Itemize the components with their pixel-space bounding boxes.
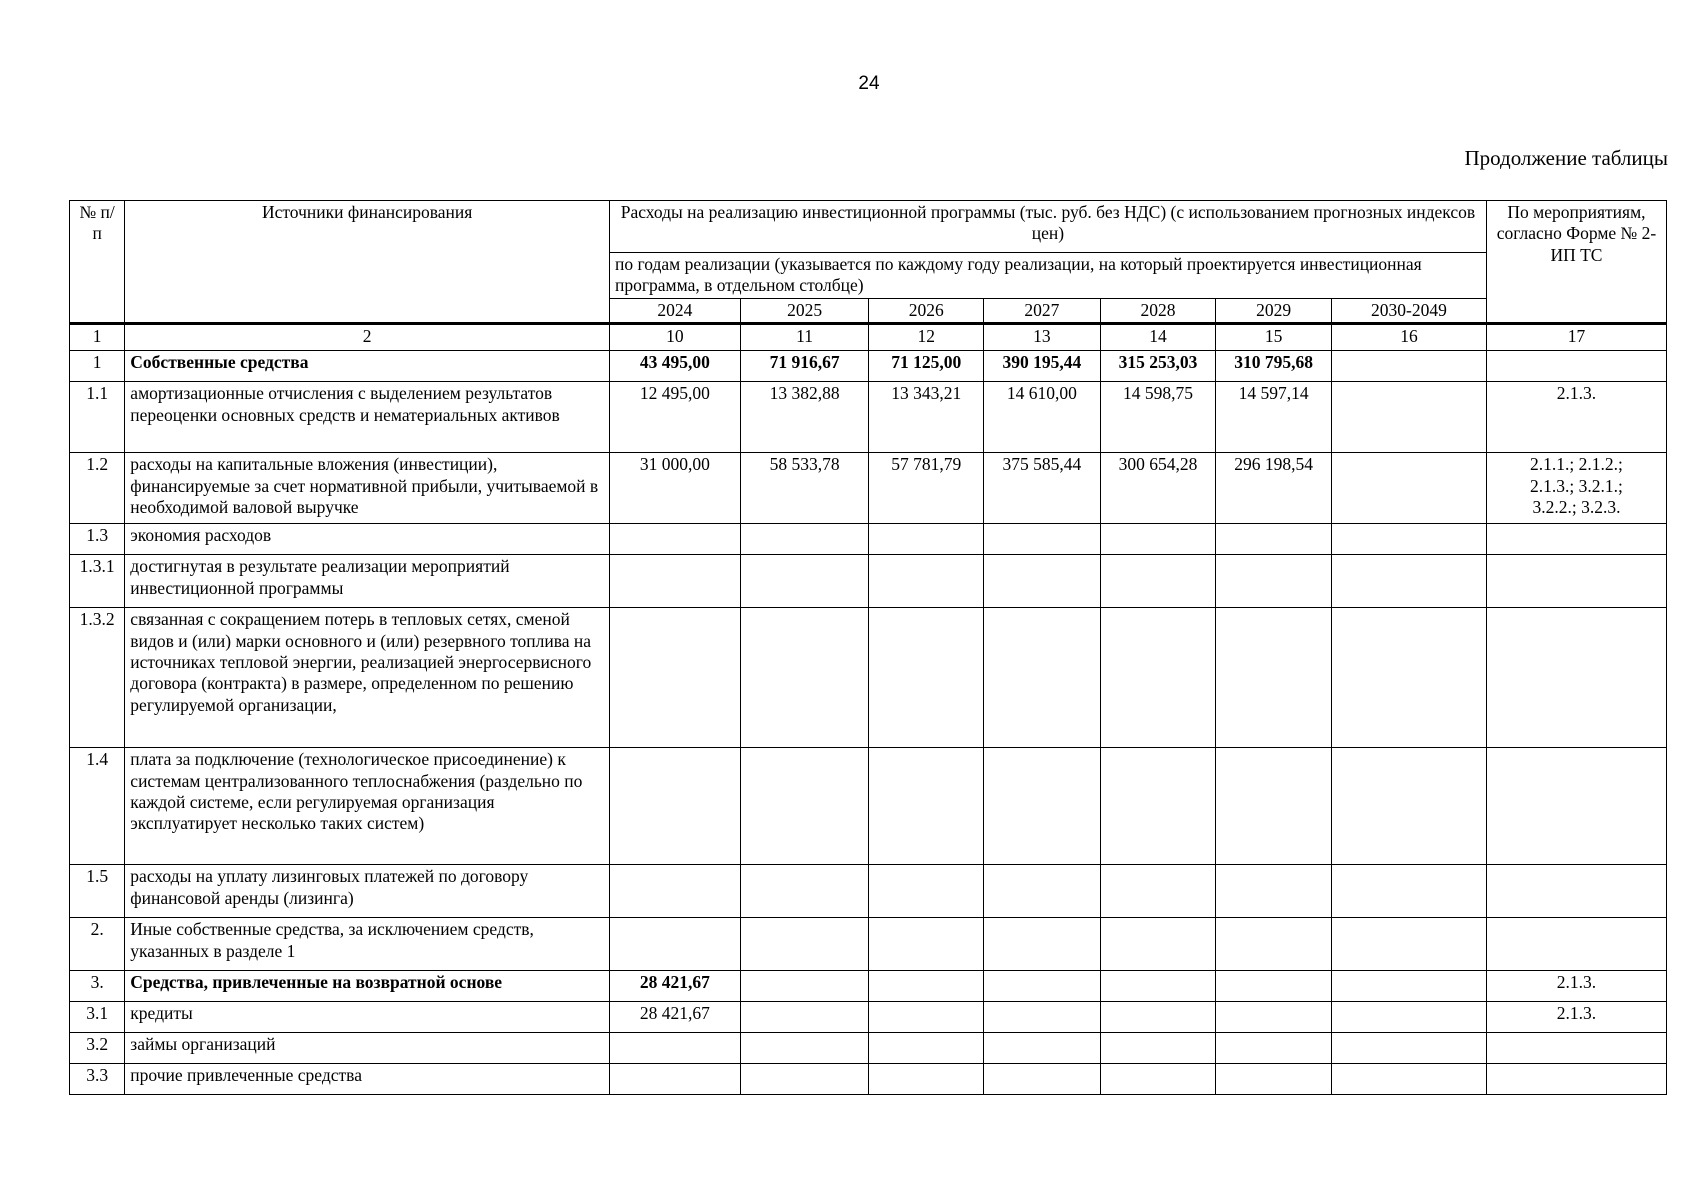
- row-value: [869, 865, 984, 918]
- row-value: [984, 608, 1101, 748]
- table-row: [70, 382, 1667, 453]
- row-measures: [1486, 351, 1666, 382]
- row-value: [1216, 608, 1332, 748]
- row-value: [1332, 555, 1487, 608]
- row-value: [1216, 971, 1332, 1002]
- row-value: [1100, 971, 1216, 1002]
- row-value: [1332, 351, 1487, 382]
- row-value: [1100, 555, 1216, 608]
- row-value: [984, 1064, 1101, 1095]
- row-value: [1216, 524, 1332, 555]
- table-row: [70, 351, 1667, 382]
- row-number: 3.2: [70, 1033, 125, 1064]
- row-measures: 2.1.1.; 2.1.2.; 2.1.3.; 3.2.1.; 3.2.2.; 3.2.3.: [1486, 453, 1666, 524]
- year-cell: 2026: [869, 299, 984, 324]
- row-value: [1100, 1033, 1216, 1064]
- row-value: [1100, 918, 1216, 971]
- row-source: Иные собственные средства, за исключением средств, указанных в разделе 1: [125, 918, 610, 971]
- row-value: 14 610,00: [984, 382, 1101, 453]
- row-value: [610, 608, 741, 748]
- row-value: [1100, 1064, 1216, 1095]
- row-value: 310 795,68: [1216, 351, 1332, 382]
- row-source: кредиты: [125, 1002, 610, 1033]
- row-number: 1.4: [70, 748, 125, 865]
- row-measures: [1486, 1033, 1666, 1064]
- row-value: 71 125,00: [869, 351, 984, 382]
- row-source: Собственные средства: [125, 351, 610, 382]
- row-source: амортизационные отчисления с выделением результатов переоценки основных средств и нематериальных активов: [125, 382, 610, 453]
- header-num: № п/п: [70, 201, 125, 324]
- row-value: 13 382,88: [740, 382, 869, 453]
- year-cell: 2027: [984, 299, 1101, 324]
- column-index: 16: [1332, 324, 1487, 351]
- row-value: [984, 524, 1101, 555]
- row-measures: 2.1.3.: [1486, 382, 1666, 453]
- row-value: [610, 555, 741, 608]
- row-value: [984, 971, 1101, 1002]
- row-value: [1216, 918, 1332, 971]
- row-measures: 2.1.3.: [1486, 971, 1666, 1002]
- row-value: [1100, 865, 1216, 918]
- header-source: Источники финансирования: [125, 201, 610, 324]
- row-number: 2.: [70, 918, 125, 971]
- row-number: 1.3.2: [70, 608, 125, 748]
- row-value: [610, 1064, 741, 1095]
- row-value: [1216, 1033, 1332, 1064]
- column-index: 12: [869, 324, 984, 351]
- column-index: 11: [740, 324, 869, 351]
- row-value: [1332, 1002, 1487, 1033]
- row-value: 375 585,44: [984, 453, 1101, 524]
- table-row: [70, 1064, 1667, 1095]
- row-value: 43 495,00: [610, 351, 741, 382]
- year-cell: 2024: [610, 299, 741, 324]
- row-value: [740, 555, 869, 608]
- row-value: [869, 1033, 984, 1064]
- column-index: 2: [125, 324, 610, 351]
- row-value: 28 421,67: [610, 1002, 741, 1033]
- row-source: экономия расходов: [125, 524, 610, 555]
- column-index: 17: [1486, 324, 1666, 351]
- row-value: [1216, 555, 1332, 608]
- row-measures: [1486, 608, 1666, 748]
- row-source: расходы на капитальные вложения (инвестиции), финансируемые за счет нормативной прибыли, учитываемой в необходимой валовой выручке: [125, 453, 610, 524]
- row-value: [869, 971, 984, 1002]
- row-source: плата за подключение (технологическое присоединение) к системам централизованного теплоснабжения (раздельно по каждой системе, если регулируемая организация эксплуатирует несколько таких систем): [125, 748, 610, 865]
- row-value: [869, 1002, 984, 1033]
- header-expenses-title: Расходы на реализацию инвестиционной программы (тыс. руб. без НДС) (с использованием прогнозных индексов цен): [610, 201, 1487, 253]
- row-number: 1: [70, 351, 125, 382]
- table-row: [70, 453, 1667, 524]
- row-value: [610, 1033, 741, 1064]
- row-measures: [1486, 865, 1666, 918]
- row-value: [1332, 382, 1487, 453]
- row-measures: [1486, 748, 1666, 865]
- row-value: [740, 748, 869, 865]
- row-value: [984, 748, 1101, 865]
- year-cell: 2028: [1100, 299, 1216, 324]
- year-cell: 2029: [1216, 299, 1332, 324]
- table-row: [70, 1033, 1667, 1064]
- row-value: [610, 748, 741, 865]
- row-measures: [1486, 555, 1666, 608]
- row-number: 1.3: [70, 524, 125, 555]
- table-row: [70, 1002, 1667, 1033]
- table-row: [70, 608, 1667, 748]
- row-value: [1216, 865, 1332, 918]
- column-index: 15: [1216, 324, 1332, 351]
- header-measures: По мероприятиям, согласно Форме № 2-ИП ТС: [1486, 201, 1666, 324]
- row-source: достигнутая в результате реализации мероприятий инвестиционной программы: [125, 555, 610, 608]
- row-value: [984, 555, 1101, 608]
- row-number: 3.1: [70, 1002, 125, 1033]
- financing-sources-table: [69, 200, 1667, 1095]
- row-value: [869, 748, 984, 865]
- row-value: 296 198,54: [1216, 453, 1332, 524]
- row-value: 14 597,14: [1216, 382, 1332, 453]
- table-row: [70, 918, 1667, 971]
- row-value: [1216, 1002, 1332, 1033]
- row-value: [740, 608, 869, 748]
- row-number: 1.3.1: [70, 555, 125, 608]
- row-measures: [1486, 918, 1666, 971]
- column-index: 13: [984, 324, 1101, 351]
- row-source: расходы на уплату лизинговых платежей по договору финансовой аренды (лизинга): [125, 865, 610, 918]
- row-value: 71 916,67: [740, 351, 869, 382]
- row-source: Средства, привлеченные на возвратной основе: [125, 971, 610, 1002]
- row-value: [1332, 1064, 1487, 1095]
- row-value: 57 781,79: [869, 453, 984, 524]
- row-value: [869, 1064, 984, 1095]
- row-value: [1332, 918, 1487, 971]
- row-value: [740, 524, 869, 555]
- row-source: займы организаций: [125, 1033, 610, 1064]
- row-value: [1216, 1064, 1332, 1095]
- row-value: [740, 1033, 869, 1064]
- table-row: [70, 865, 1667, 918]
- row-value: 390 195,44: [984, 351, 1101, 382]
- row-value: [1100, 608, 1216, 748]
- row-value: 13 343,21: [869, 382, 984, 453]
- row-value: [869, 524, 984, 555]
- row-value: [610, 865, 741, 918]
- page-number: 24: [858, 73, 880, 94]
- row-value: [1100, 524, 1216, 555]
- row-source: прочие привлеченные средства: [125, 1064, 610, 1095]
- row-value: [984, 1002, 1101, 1033]
- row-value: [1216, 748, 1332, 865]
- row-value: [1332, 524, 1487, 555]
- row-value: [1100, 1002, 1216, 1033]
- row-value: [1332, 453, 1487, 524]
- row-value: [984, 865, 1101, 918]
- row-value: [869, 918, 984, 971]
- row-value: [1100, 748, 1216, 865]
- row-value: [869, 608, 984, 748]
- table-row: [70, 524, 1667, 555]
- table-row: [70, 555, 1667, 608]
- row-value: [740, 1064, 869, 1095]
- row-value: [1332, 608, 1487, 748]
- row-number: 1.1: [70, 382, 125, 453]
- row-value: 31 000,00: [610, 453, 741, 524]
- row-measures: 2.1.3.: [1486, 1002, 1666, 1033]
- row-value: [1332, 865, 1487, 918]
- year-cell: 2030-2049: [1332, 299, 1487, 324]
- row-value: [1332, 971, 1487, 1002]
- row-number: 1.2: [70, 453, 125, 524]
- row-value: [984, 1033, 1101, 1064]
- row-value: 58 533,78: [740, 453, 869, 524]
- row-value: 300 654,28: [1100, 453, 1216, 524]
- row-value: 315 253,03: [1100, 351, 1216, 382]
- header-by-years: по годам реализации (указывается по каждому году реализации, на который проектируется инвестиционная программа, в отдельном столбце): [610, 253, 1487, 299]
- row-value: 12 495,00: [610, 382, 741, 453]
- row-value: 14 598,75: [1100, 382, 1216, 453]
- row-value: [869, 555, 984, 608]
- row-value: [1332, 1033, 1487, 1064]
- row-measures: [1486, 1064, 1666, 1095]
- table-row: [70, 748, 1667, 865]
- row-number: 3.: [70, 971, 125, 1002]
- continuation-label: Продолжение таблицы: [1464, 146, 1668, 170]
- column-index: 10: [610, 324, 741, 351]
- row-measures: [1486, 524, 1666, 555]
- row-source: связанная с сокращением потерь в тепловых сетях, сменой видов и (или) марки основного и (или) резервного топлива на источниках тепловой энергии, реализацией энергосервисного договора (контракта) в размере, определенном по решению регулируемой организации,: [125, 608, 610, 748]
- table-row: [70, 971, 1667, 1002]
- row-value: [1332, 748, 1487, 865]
- row-number: 1.5: [70, 865, 125, 918]
- row-value: [740, 865, 869, 918]
- column-index: 14: [1100, 324, 1216, 351]
- row-value: [610, 524, 741, 555]
- row-value: [740, 971, 869, 1002]
- column-index-row: [70, 324, 1667, 351]
- year-cell: 2025: [740, 299, 869, 324]
- row-value: [740, 918, 869, 971]
- column-index: 1: [70, 324, 125, 351]
- row-value: [740, 1002, 869, 1033]
- row-value: [984, 918, 1101, 971]
- row-value: [610, 918, 741, 971]
- row-value: 28 421,67: [610, 971, 741, 1002]
- row-number: 3.3: [70, 1064, 125, 1095]
